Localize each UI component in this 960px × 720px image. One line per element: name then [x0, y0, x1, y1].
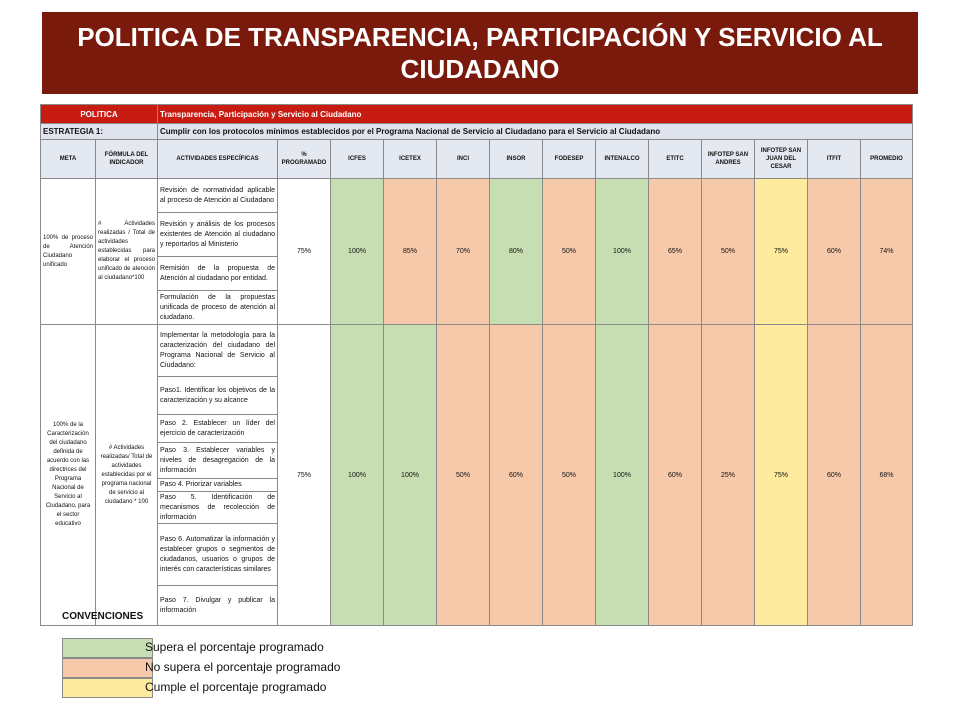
value-cell: 80%	[490, 179, 543, 325]
header-inci: INCI	[437, 140, 490, 179]
header-fodesep: FODESEP	[543, 140, 596, 179]
value-cell: 100%	[596, 325, 649, 626]
value-cell: 75%	[755, 179, 808, 325]
table-row	[41, 325, 913, 377]
legend-swatch-no-supera	[62, 658, 153, 678]
header-intenalco: INTENALCO	[596, 140, 649, 179]
activity-cell: Remisión de la propuesta de Atención al ciudadano por entidad.	[158, 257, 278, 291]
legend-text-cumple: Cumple el porcentaje programado	[145, 680, 327, 694]
activity-cell: Paso 5. Identificación de mecanismos de recolección de información	[158, 492, 278, 524]
estrategia-label: ESTRATEGIA 1:	[41, 124, 158, 140]
value-cell: 25%	[702, 325, 755, 626]
activity-cell: Paso 2. Establecer un líder del ejercicio de caracterización	[158, 415, 278, 443]
formula-cell: # Actividades realizadas / Total de actividades establecidas para elaborar el proceso unificado de atención al ciudadano*100	[96, 179, 158, 325]
header-etitc: ETITC	[649, 140, 702, 179]
formula-cell: # Actividades realizadas/ Total de actividades establecidas por el programa nacional de servicio al ciudadano * 100	[96, 325, 158, 626]
activity-cell: Revisión y análisis de los procesos existentes de Atención al ciudadano y reportarlos al Ministerio	[158, 213, 278, 257]
policy-table	[40, 104, 913, 626]
activity-cell: Paso1. Identificar los objetivos de la caracterización y su alcance	[158, 377, 278, 415]
estrategia-row	[41, 124, 913, 140]
activity-cell: Paso 6. Automatizar la información y establecer grupos o segmentos de ciudadanos, usuarios o grupos de interés con características similares	[158, 524, 278, 586]
value-cell: 100%	[384, 325, 437, 626]
value-cell: 60%	[808, 325, 861, 626]
value-cell: 50%	[543, 325, 596, 626]
page-title: POLITICA DE TRANSPARENCIA, PARTICIPACIÓN Y SERVICIO AL CIUDADANO	[42, 12, 918, 94]
value-cell: 75%	[755, 325, 808, 626]
value-cell: 60%	[649, 325, 702, 626]
value-cell: 60%	[808, 179, 861, 325]
value-cell: 50%	[543, 179, 596, 325]
legend-swatch-cumple	[62, 678, 153, 698]
header-icetex: ICETEX	[384, 140, 437, 179]
value-cell: 74%	[861, 179, 913, 325]
header-meta: META	[41, 140, 96, 179]
header-infotep-san-juan: INFOTEP SAN JUAN DEL CESAR	[755, 140, 808, 179]
programado-cell: 75%	[278, 179, 331, 325]
value-cell: 100%	[331, 179, 384, 325]
header-programado: % PROGRAMADO	[278, 140, 331, 179]
header-insor: INSOR	[490, 140, 543, 179]
value-cell: 60%	[490, 325, 543, 626]
programado-cell: 75%	[278, 325, 331, 626]
value-cell: 70%	[437, 179, 490, 325]
value-cell: 85%	[384, 179, 437, 325]
header-actividades: ACTIVIDADES ESPECÍFICAS	[158, 140, 278, 179]
value-cell: 65%	[649, 179, 702, 325]
value-cell: 100%	[331, 325, 384, 626]
legend-swatch-supera	[62, 638, 153, 658]
activity-cell: Paso 4. Priorizar variables	[158, 479, 278, 492]
activity-cell: Paso 7. Divulgar y publicar la información	[158, 586, 278, 626]
activity-cell: Formulación de la propuestas unificada de proceso de atención al ciudadano.	[158, 291, 278, 325]
table-row	[41, 179, 913, 213]
value-cell: 100%	[596, 179, 649, 325]
legend-text-no-supera: No supera el porcentaje programado	[145, 660, 341, 674]
header-itfit: ITFIT	[808, 140, 861, 179]
activity-cell: Implementar la metodología para la caracterización del ciudadano del Programa Nacional de Servicio al Ciudadano:	[158, 325, 278, 377]
header-row	[41, 140, 913, 179]
legend-title: CONVENCIONES	[62, 611, 144, 622]
value-cell: 50%	[437, 325, 490, 626]
politica-label: POLITICA	[41, 105, 158, 124]
meta-cell: 100% de proceso de Atención Ciudadano unificado	[41, 179, 96, 325]
header-promedio: PROMEDIO	[861, 140, 913, 179]
value-cell: 68%	[861, 325, 913, 626]
value-cell: 50%	[702, 179, 755, 325]
legend-text-supera: Supera el porcentaje programado	[145, 640, 324, 654]
header-infotep-san-andres: INFOTEP SAN ANDRES	[702, 140, 755, 179]
politica-value: Transparencia, Participación y Servicio al Ciudadano	[158, 105, 913, 124]
politica-row	[41, 105, 913, 124]
activity-cell: Revisión de normatividad aplicable al proceso de Atención al Ciudadano	[158, 179, 278, 213]
header-icfes: ICFES	[331, 140, 384, 179]
header-formula: FÓRMULA DEL INDICADOR	[96, 140, 158, 179]
meta-cell: 100% de la Caracterización del ciudadano definida de acuerdo con las directrices del Programa Nacional de Servicio al Ciudadano, para el sector educativo	[41, 325, 96, 626]
activity-cell: Paso 3. Establecer variables y niveles de desagregación de la información	[158, 443, 278, 479]
estrategia-value: Cumplir con los protocolos mínimos establecidos por el Programa Nacional de Servicio al Ciudadano para el Servicio al Ciudadano	[158, 124, 913, 140]
